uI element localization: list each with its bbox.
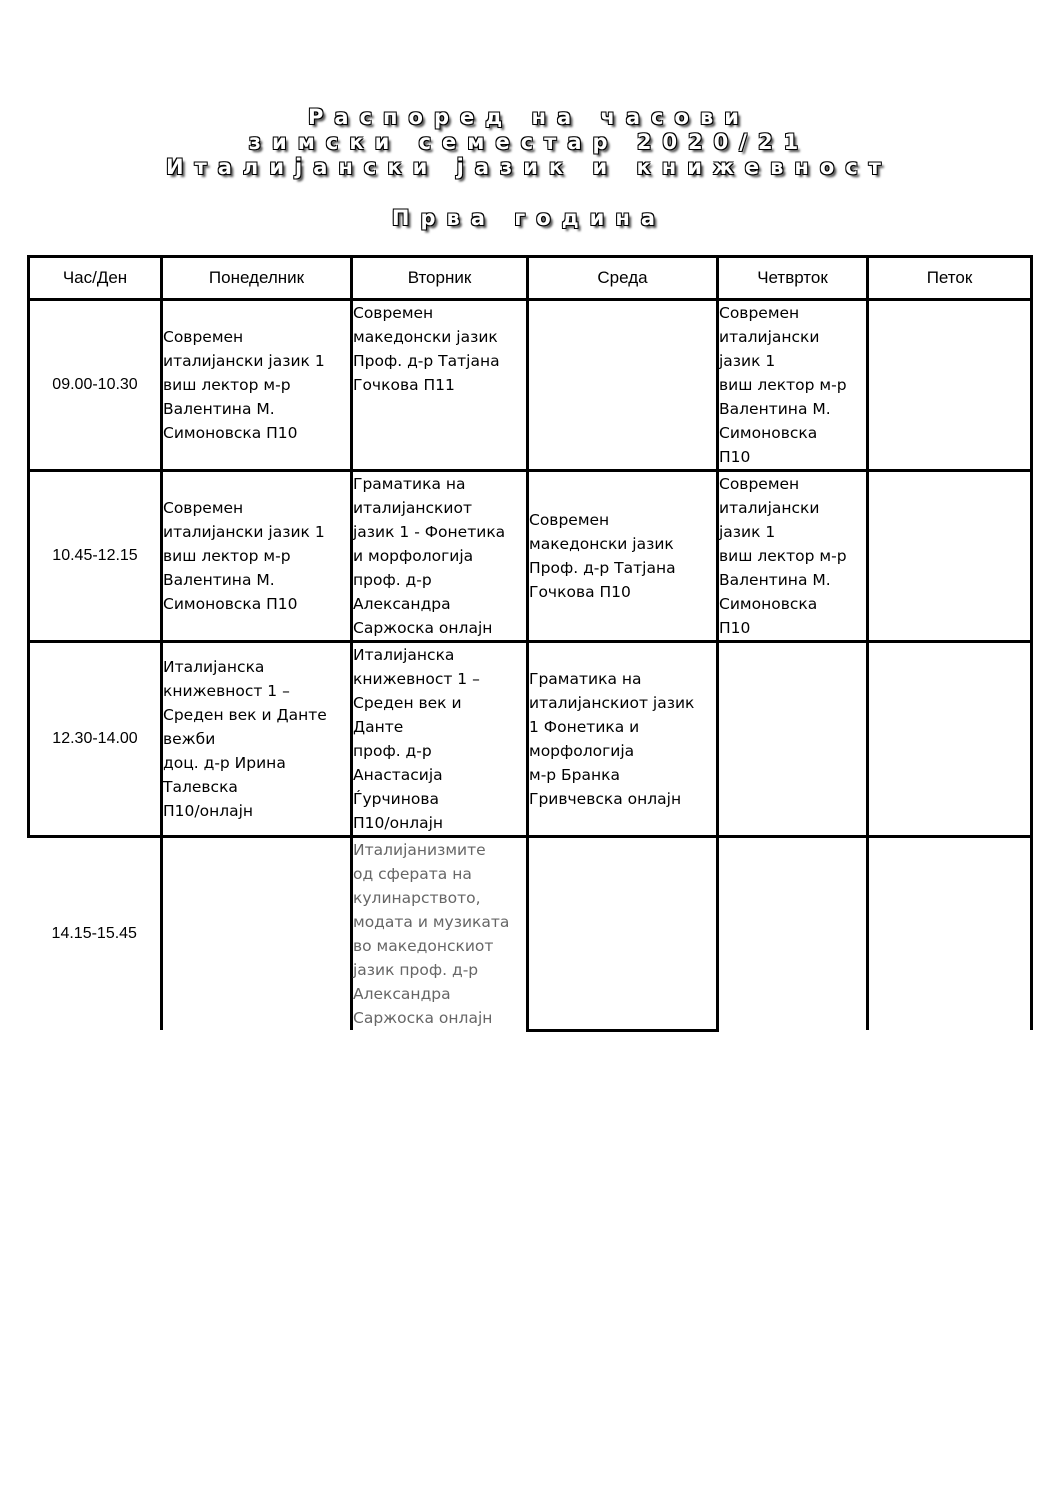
header-friday: Петок (868, 257, 1032, 300)
time-slot: 09.00-10.30 (29, 300, 162, 471)
table-row (29, 471, 1032, 642)
class-cell-tuesday: Италијанска книжевност 1 – Среден век и Данте проф. д-р Анастасија Ѓурчинова П10/онлајн (352, 642, 528, 837)
class-cell-wednesday: Современ македонски јазик Проф. д-р Татјана Гочкова П10 (528, 471, 718, 642)
header-hour-day: Час/Ден (29, 257, 162, 300)
class-cell-friday (868, 837, 1032, 1031)
class-cell-thursday: Современ италијански јазик 1 виш лектор м-р Валентина М. Симоновска П10 (718, 300, 868, 471)
title-line-1: Распоред на часови (308, 105, 750, 129)
header-wednesday: Среда (528, 257, 718, 300)
header-tuesday: Вторник (352, 257, 528, 300)
class-cell-thursday: Современ италијански јазик 1 виш лектор м-р Валентина М. Симоновска П10 (718, 471, 868, 642)
class-cell-wednesday: Граматика на италијанскиот јазик 1 Фонетика и морфологија м-р Бранка Гривчевска онлајн (528, 642, 718, 837)
class-cell-tuesday: Италијанизмите од сферата на кулинарството, модата и музиката во македонскиот јазик проф. д-р Александра Саржоска онлајн (352, 837, 528, 1031)
class-cell-friday (868, 300, 1032, 471)
class-cell-monday: Современ италијански јазик 1 виш лектор м-р Валентина М. Симоновска П10 (162, 471, 352, 642)
time-slot: 10.45-12.15 (29, 471, 162, 642)
header-row (29, 257, 1032, 300)
title-line-2: зимски семестар 2020/21 (248, 130, 810, 154)
schedule-table (27, 255, 1033, 1032)
time-slot: 14.15-15.45 (29, 837, 162, 1031)
class-cell-thursday (718, 642, 868, 837)
header-monday: Понеделник (162, 257, 352, 300)
class-cell-monday: Италијанска книжевност 1 – Среден век и Данте вежби доц. д-р Ирина Талевска П10/онлајн (162, 642, 352, 837)
class-cell-wednesday (528, 837, 718, 1031)
document-title (0, 105, 1058, 180)
table-row (29, 642, 1032, 837)
class-cell-thursday (718, 837, 868, 1031)
class-cell-wednesday (528, 300, 718, 471)
class-cell-monday: Современ италијански јазик 1 виш лектор м-р Валентина М. Симоновска П10 (162, 300, 352, 471)
year-heading: Прва година (391, 206, 667, 230)
class-cell-tuesday: Граматика на италијанскиот јазик 1 - Фонетика и морфологија проф. д-р Александра Саржоска онлајн (352, 471, 528, 642)
time-slot: 12.30-14.00 (29, 642, 162, 837)
header-thursday: Четврток (718, 257, 868, 300)
class-cell-tuesday: Современ македонски јазик Проф. д-р Татјана Гочкова П11 (352, 300, 528, 471)
class-cell-monday (162, 837, 352, 1031)
table-row (29, 837, 1032, 1031)
table-row (29, 300, 1032, 471)
class-cell-friday (868, 642, 1032, 837)
class-cell-friday (868, 471, 1032, 642)
title-line-3: Италијански јазик и книжевност (166, 155, 892, 179)
